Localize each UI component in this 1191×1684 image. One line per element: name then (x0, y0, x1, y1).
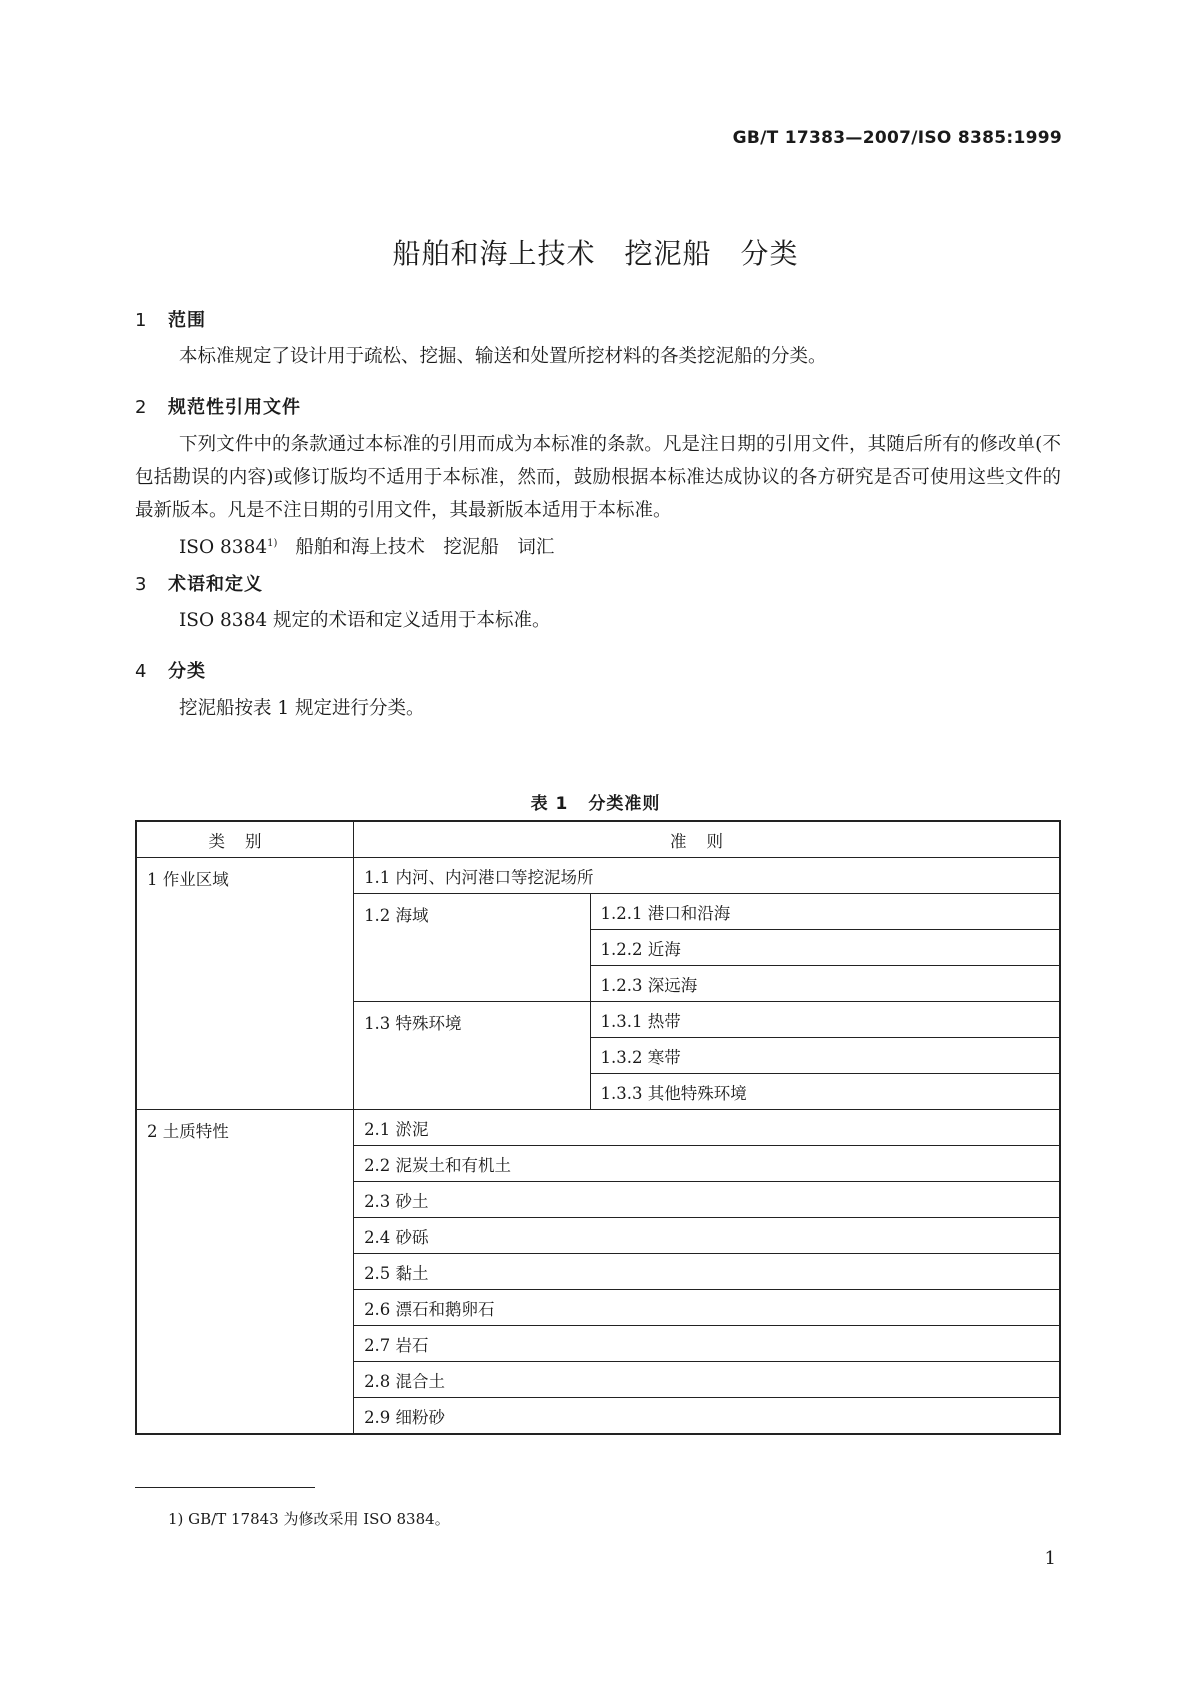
reference-code: ISO 8384 (179, 537, 268, 559)
section-3-heading (135, 570, 263, 596)
criteria-cell: 1.3 特殊环境 (354, 1002, 590, 1110)
section-1-heading (135, 306, 206, 332)
section-title: 分类 (168, 661, 206, 682)
criteria-cell: 2.2 泥炭土和有机土 (354, 1146, 1060, 1182)
category-cell: 2 土质特性 (136, 1110, 354, 1435)
criteria-cell: 2.1 淤泥 (354, 1110, 1060, 1146)
table-number: 表 1 (530, 794, 569, 814)
section-title: 术语和定义 (168, 574, 263, 595)
references-paragraph: 下列文件中的条款通过本标准的引用而成为本标准的条款。凡是注日期的引用文件，其随后所有的修改单(不包括勘误的内容)或修订版均不适用于本标准，然而，鼓励根据本标准达成协议的各方研究是否可使用这些文件的最新版本。凡是不注日期的引用文件，其最新版本适用于本标准。 (135, 434, 1061, 521)
section-number: 2 (135, 397, 148, 418)
criteria-cell: 1.2.1 港口和沿海 (590, 894, 1060, 930)
footnote: 1) GB/T 17843 为修改采用 ISO 8384。 (168, 1510, 450, 1528)
criteria-cell: 2.4 砂砾 (354, 1218, 1060, 1254)
criteria-cell: 2.7 岩石 (354, 1326, 1060, 1362)
criteria-cell: 1.3.3 其他特殊环境 (590, 1074, 1060, 1110)
header-criteria: 准则 (354, 821, 1060, 858)
section-title: 规范性引用文件 (168, 397, 301, 418)
table-row (136, 1110, 1060, 1146)
section-4-heading (135, 657, 206, 683)
criteria-cell: 2.9 细粉砂 (354, 1398, 1060, 1435)
category-cell: 1 作业区域 (136, 858, 354, 1110)
document-title: 船舶和海上技术 挖泥船 分类 (392, 237, 799, 270)
section-number: 4 (135, 661, 148, 682)
table-title: 分类准则 (588, 794, 661, 814)
criteria-cell: 2.5 黏土 (354, 1254, 1060, 1290)
section-2-heading (135, 393, 301, 419)
terms-paragraph: ISO 8384 规定的术语和定义适用于本标准。 (179, 610, 551, 631)
criteria-cell: 2.3 砂土 (354, 1182, 1060, 1218)
reference-title: 船舶和海上技术 挖泥船 词汇 (295, 537, 555, 559)
criteria-cell: 2.8 混合土 (354, 1362, 1060, 1398)
section-number: 1 (135, 310, 148, 331)
footnote-divider (135, 1487, 315, 1488)
standard-code: GB/T 17383—2007/ISO 8385:1999 (732, 128, 1062, 148)
reference-entry (179, 527, 554, 564)
section-number: 3 (135, 574, 148, 595)
table-row (136, 858, 1060, 894)
section-title: 范围 (168, 310, 206, 331)
table-header-row (136, 821, 1060, 858)
header-category: 类别 (136, 821, 354, 858)
criteria-cell: 2.6 漂石和鹅卵石 (354, 1290, 1060, 1326)
table-caption (0, 789, 1191, 814)
criteria-cell: 1.3.1 热带 (590, 1002, 1060, 1038)
criteria-cell: 1.2 海域 (354, 894, 590, 1002)
classification-paragraph: 挖泥船按表 1 规定进行分类。 (179, 698, 425, 719)
page-number: 1 (1044, 1548, 1056, 1569)
scope-paragraph: 本标准规定了设计用于疏松、挖掘、输送和处置所挖材料的各类挖泥船的分类。 (179, 346, 827, 367)
criteria-cell: 1.2.3 深远海 (590, 966, 1060, 1002)
criteria-cell: 1.3.2 寒带 (590, 1038, 1060, 1074)
criteria-cell: 1.2.2 近海 (590, 930, 1060, 966)
footnote-mark: 1) (267, 538, 278, 549)
classification-table (135, 820, 1061, 1435)
criteria-cell: 1.1 内河、内河港口等挖泥场所 (354, 858, 1060, 894)
